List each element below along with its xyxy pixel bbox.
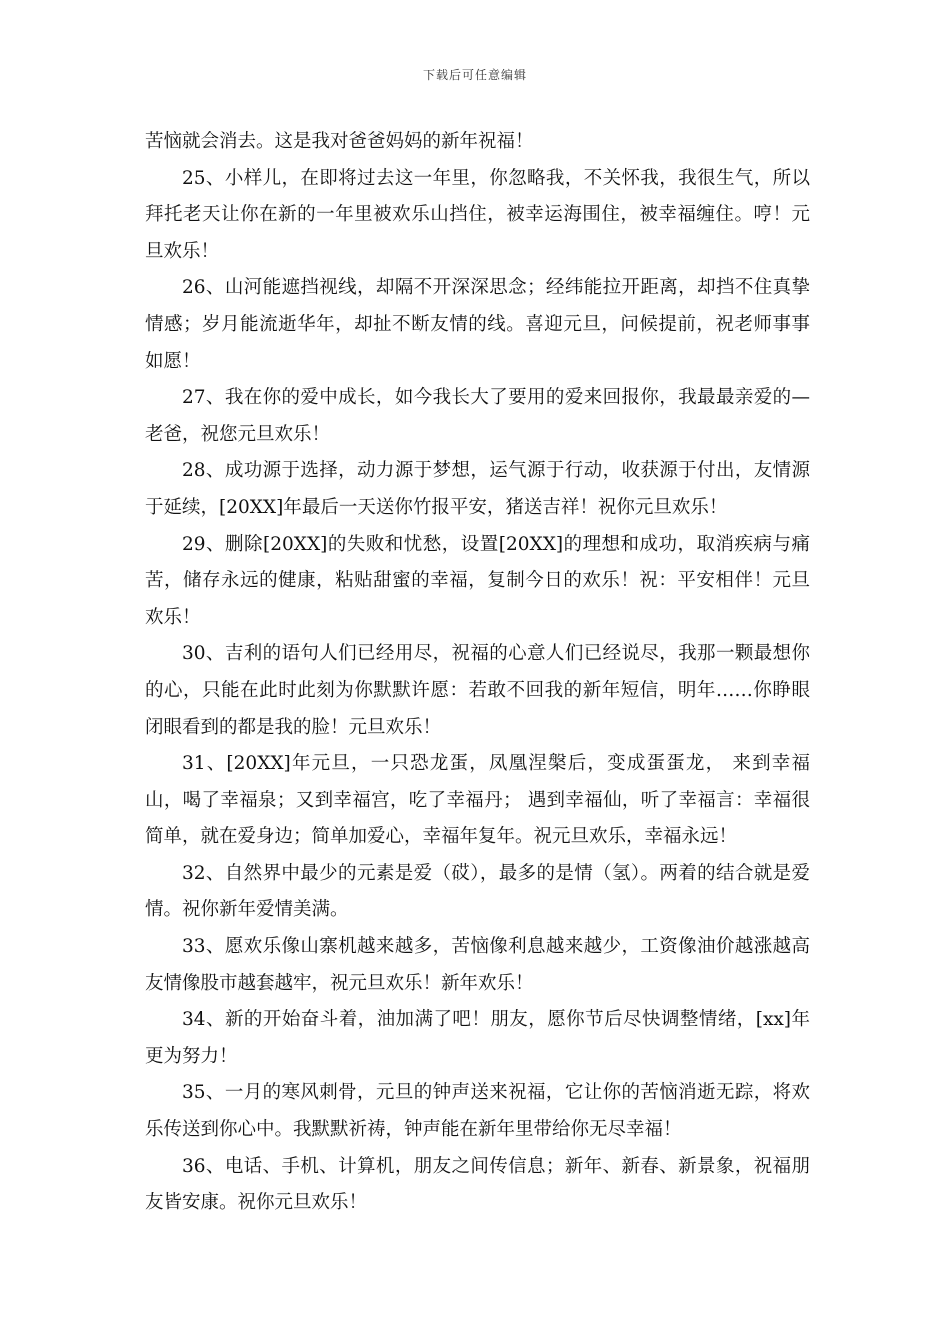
paragraph: 34、新的开始奋斗着，油加满了吧！朋友，愿你节后尽快调整情绪，[xx]年更为努力！ — [145, 1009, 810, 1067]
paragraph: 32、自然界中最少的元素是爱（砹），最多的是情（氢）。两着的结合就是爱情。祝你新年爱情美满。 — [145, 862, 810, 921]
paragraph: 26、山河能遮挡视线，却隔不开深深思念；经纬能拉开距离，却挡不住真挚情感；岁月能流逝华年，却扯不断友情的线。喜迎元旦，问候提前，祝老师事事如愿！ — [145, 277, 810, 372]
paragraph: 33、愿欢乐像山寨机越来越多，苦恼像利息越来越少，工资像油价越涨越高友情像股市越套越牢，祝元旦欢乐！新年欢乐！ — [145, 936, 810, 994]
paragraph: 35、一月的寒风刺骨，元旦的钟声送来祝福，它让你的苦恼消逝无踪，将欢乐传送到你心中。我默默祈祷，钟声能在新年里带给你无尽幸福！ — [145, 1082, 810, 1141]
paragraph: 31、[20XX]年元旦，一只恐龙蛋，凤凰涅槃后，变成蛋蛋龙， 来到幸福山，喝了幸福泉；又到幸福宫，吃了幸福丹； 遇到幸福仙，听了幸福言：幸福很简单，就在爱身边；简单加爱心，幸福年复年。祝元旦欢乐，幸福永远！ — [145, 753, 810, 848]
paragraph: 苦恼就会消去。这是我对爸爸妈妈的新年祝福！ — [145, 131, 534, 152]
paragraph: 27、我在你的爱中成长，如今我长大了要用的爱来回报你，我最最亲爱的—老爸，祝您元旦欢乐！ — [145, 387, 810, 445]
paragraph: 29、删除[20XX]的失败和忧愁，设置[20XX]的理想和成功，取消疾病与痛苦，储存永远的健康，粘贴甜蜜的幸福，复制今日的欢乐！祝：平安相伴！元旦欢乐！ — [145, 533, 810, 628]
header-note: 下载后可任意编辑 — [422, 68, 527, 82]
document-body — [145, 124, 810, 1222]
paragraph: 28、成功源于选择，动力源于梦想，运气源于行动，收获源于付出，友情源于延续，[20XX]年最后一天送你竹报平安，猪送吉祥！祝你元旦欢乐！ — [145, 460, 810, 518]
paragraph: 36、电话、手机、计算机，朋友之间传信息；新年、新春、新景象，祝福朋友皆安康。祝你元旦欢乐！ — [145, 1155, 810, 1214]
paragraph: 30、吉利的语句人们已经用尽，祝福的心意人们已经说尽，我那一颗最想你的心，只能在此时此刻为你默默许愿：若敢不回我的新年短信，明年……你睁眼闭眼看到的都是我的脸！元旦欢乐！ — [145, 643, 810, 738]
paragraph: 25、小样儿，在即将过去这一年里，你忽略我，不关怀我，我很生气，所以拜托老天让你在新的一年里被欢乐山挡住，被幸运海围住，被幸福缠住。哼！元旦欢乐！ — [145, 167, 810, 262]
